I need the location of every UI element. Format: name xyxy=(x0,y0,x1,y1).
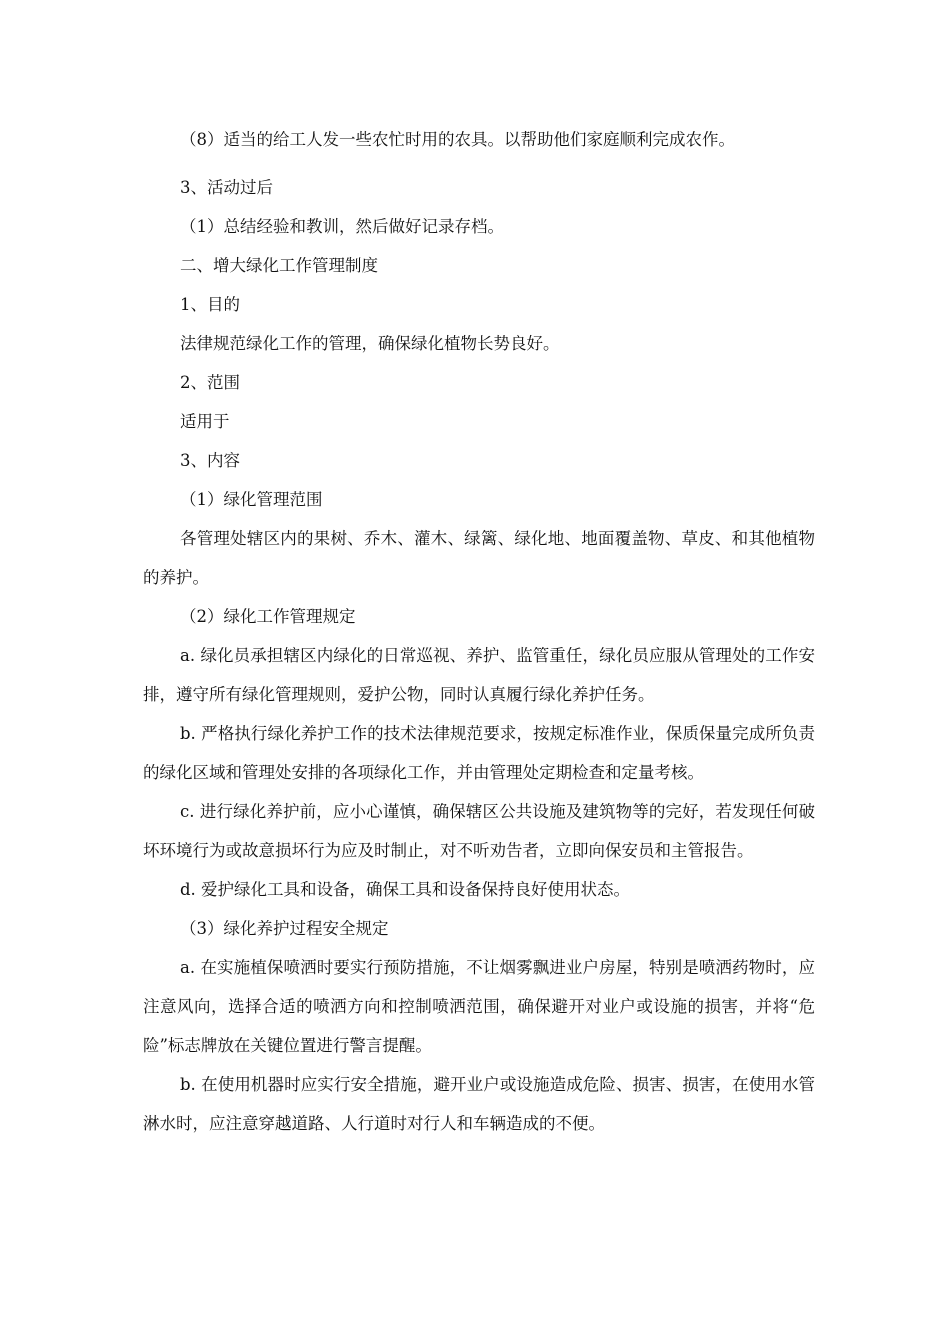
rule-b: b. 严格执行绿化养护工作的技术法律规范要求，按规定标准作业，保质保量完成所负责的绿化区域和管理处安排的各项绿化工作，并由管理处定期检查和定量考核。 xyxy=(143,724,815,782)
management-scope-text: 各管理处辖区内的果树、乔木、灌木、绿篱、绿化地、地面覆盖物、草皮、和其他植物的养护。 xyxy=(143,529,815,587)
subheading-work-rules: （2）绿化工作管理规定 xyxy=(180,607,356,626)
item-1-summary: （1）总结经验和教训，然后做好记录存档。 xyxy=(180,217,504,236)
rule-a: a. 绿化员承担辖区内绿化的日常巡视、养护、监管重任，绿化员应服从管理处的工作安排，遵守所有绿化管理规则，爱护公物，同时认真履行绿化养护任务。 xyxy=(143,646,815,704)
heading-scope: 2、范围 xyxy=(180,373,240,392)
item-8-farm-tools: （8）适当的给工人发一些农忙时用的农具。以帮助他们家庭顺利完成农作。 xyxy=(180,130,735,149)
heading-after-activity: 3、活动过后 xyxy=(180,178,273,197)
subheading-safety-rules: （3）绿化养护过程安全规定 xyxy=(180,919,389,938)
purpose-text: 法律规范绿化工作的管理，确保绿化植物长势良好。 xyxy=(180,334,560,353)
safety-rule-a: a. 在实施植保喷洒时要实行预防措施，不让烟雾飘进业户房屋，特别是喷洒药物时，应注意风向，选择合适的喷洒方向和控制喷洒范围，确保避开对业户或设施的损害，并将“危险”标志牌放在关键位置进行警言提醒。 xyxy=(143,958,815,1055)
heading-purpose: 1、目的 xyxy=(180,295,240,314)
section-heading-greening-management: 二、增大绿化工作管理制度 xyxy=(180,256,378,275)
heading-content: 3、内容 xyxy=(180,451,240,470)
rule-c: c. 进行绿化养护前，应小心谨慎，确保辖区公共设施及建筑物等的完好，若发现任何破坏环境行为或故意损坏行为应及时制止，对不听劝告者，立即向保安员和主管报告。 xyxy=(143,802,815,860)
safety-rule-b: b. 在使用机器时应实行安全措施，避开业户或设施造成危险、损害、损害，在使用水管淋水时，应注意穿越道路、人行道时对行人和车辆造成的不便。 xyxy=(143,1075,815,1133)
rule-d: d. 爱护绿化工具和设备，确保工具和设备保持良好使用状态。 xyxy=(180,880,631,899)
scope-text: 适用于 xyxy=(180,412,230,431)
subheading-management-scope: （1）绿化管理范围 xyxy=(180,490,323,509)
document-body xyxy=(143,120,815,1143)
